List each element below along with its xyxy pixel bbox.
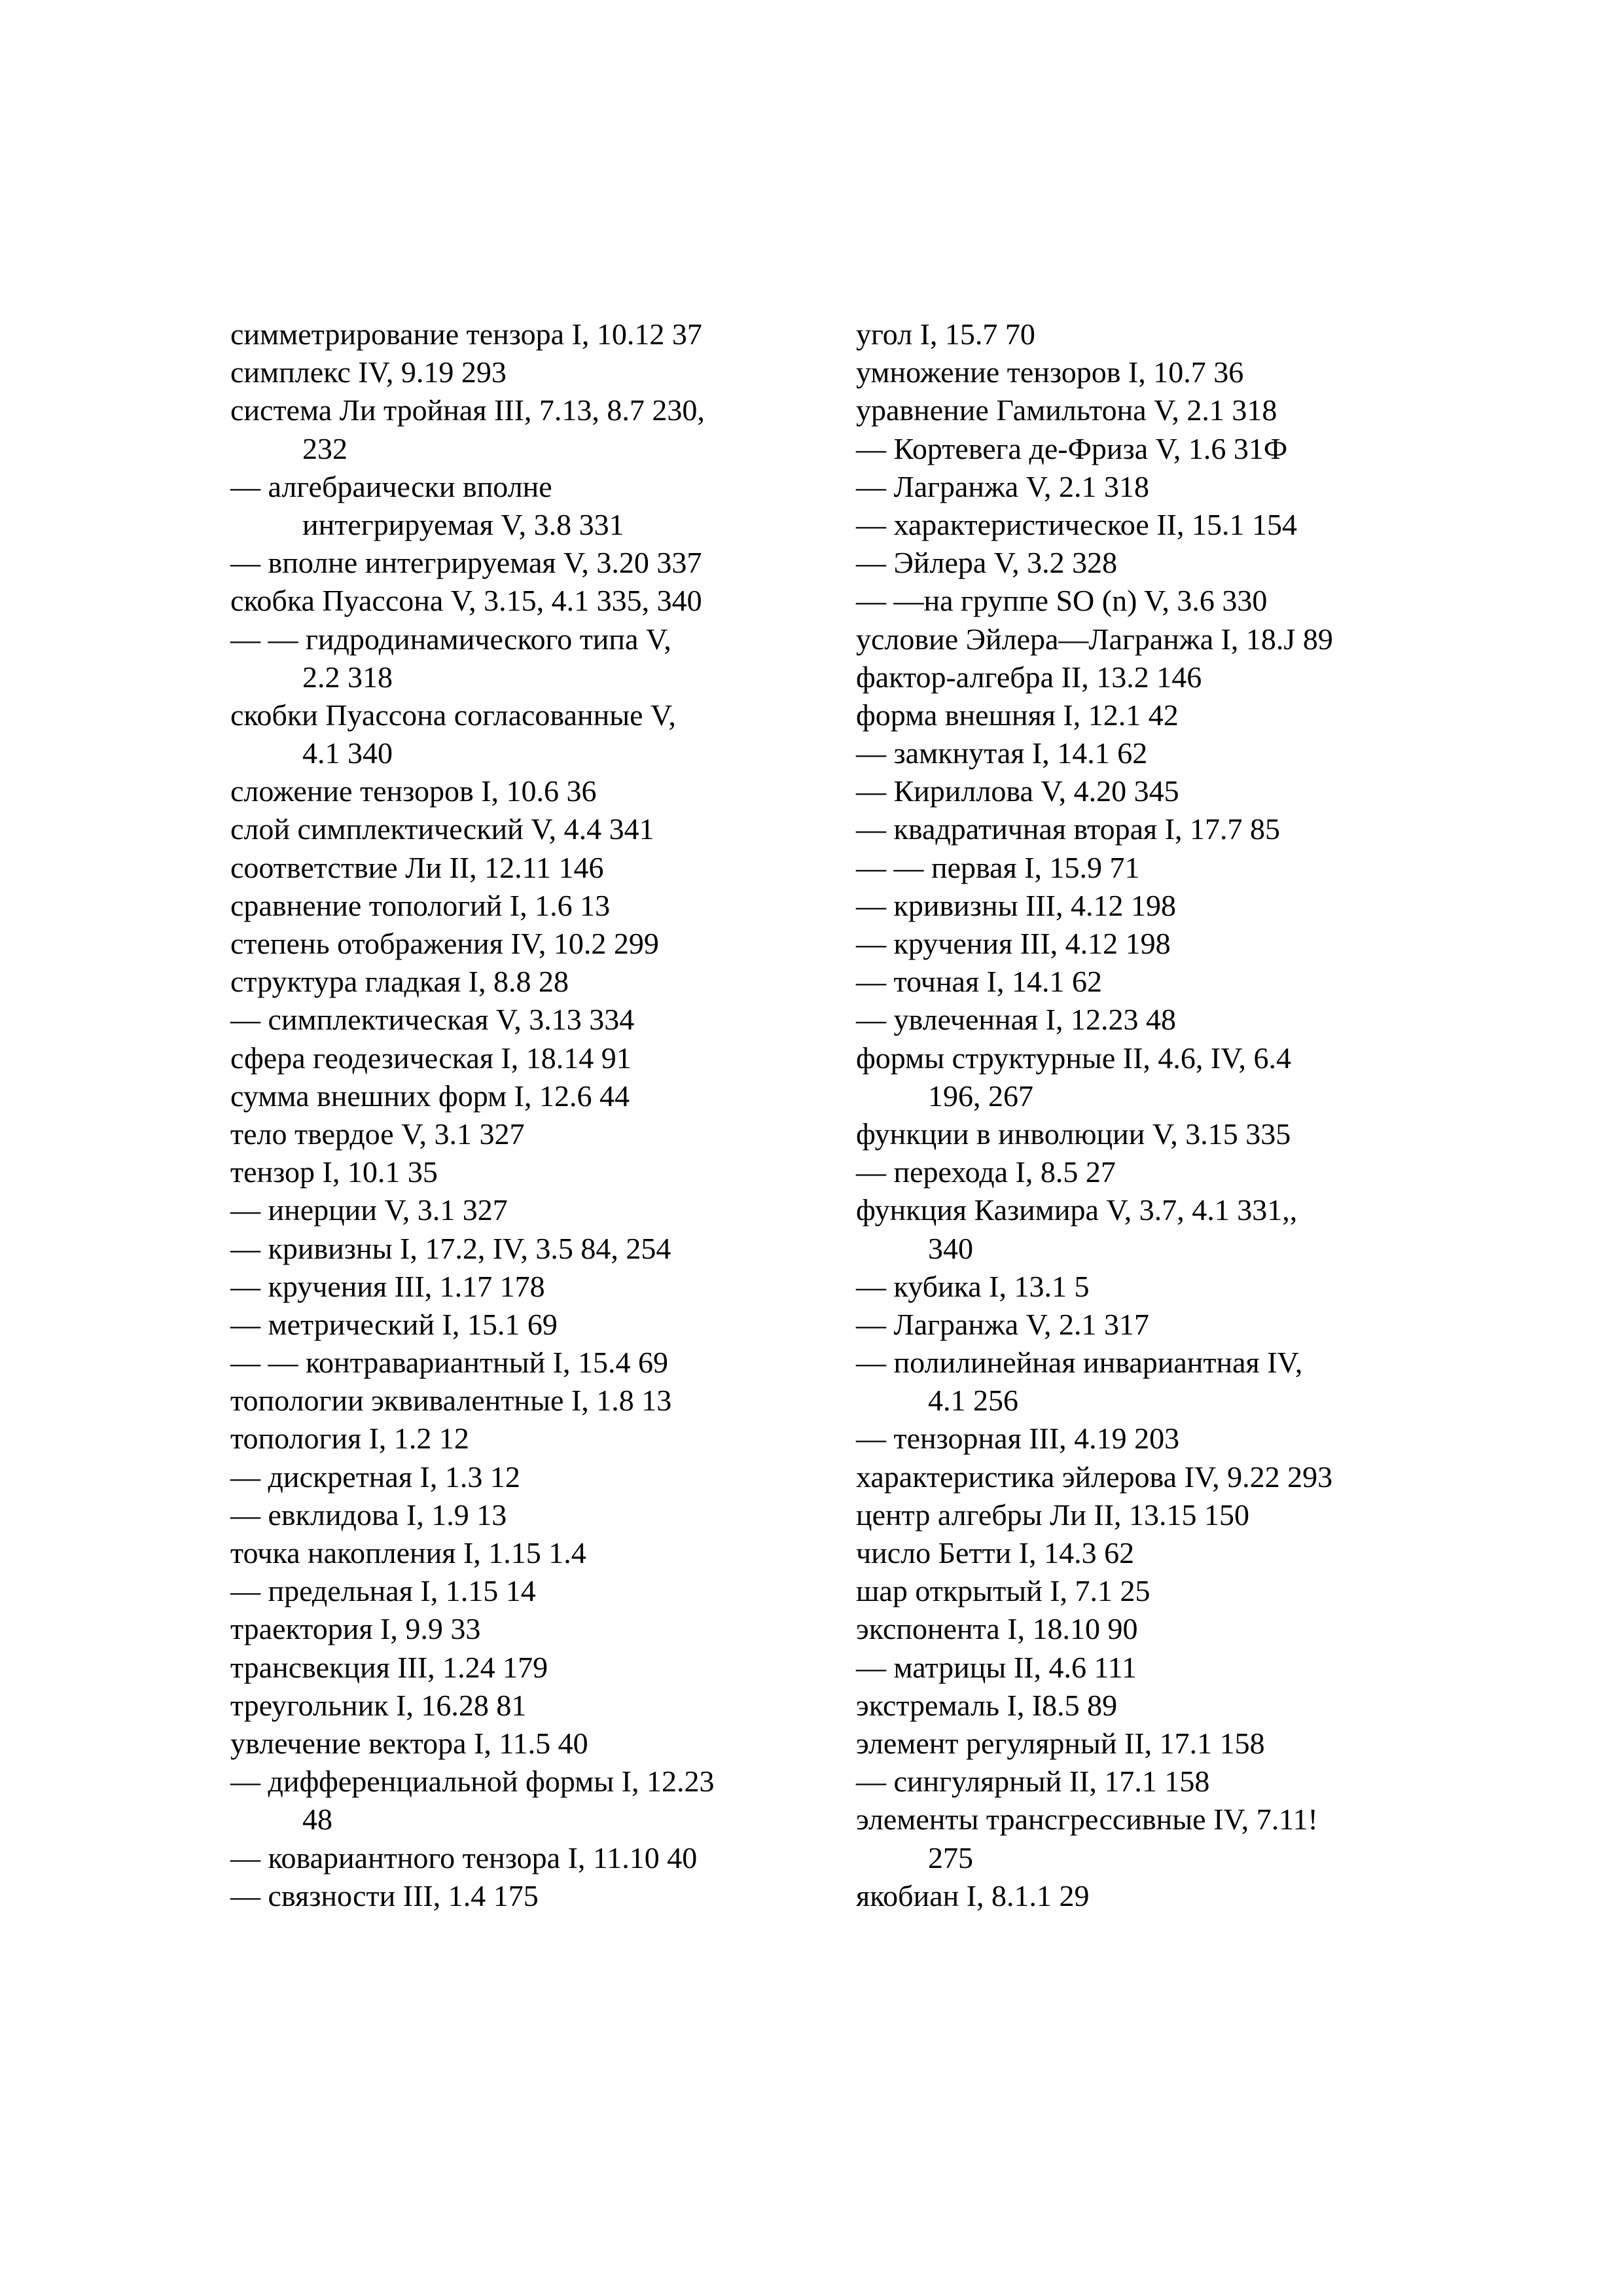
- index-entry: симметрирование тензора I, 10.12 37: [230, 317, 702, 351]
- index-entry: экспонента I, 18.10 90: [856, 1612, 1138, 1646]
- index-entry: скобки Пуассона согласованные V,: [230, 698, 676, 732]
- index-entry: — алгебраически вполне: [230, 469, 552, 503]
- index-entry: — кручения III, 4.12 198: [856, 927, 1171, 960]
- index-entry: — перехода I, 8.5 27: [856, 1155, 1116, 1189]
- index-entry: — — контравариантный I, 15.4 69: [230, 1346, 668, 1380]
- index-entry: — увлеченная I, 12.23 48: [856, 1003, 1177, 1037]
- index-entry: умножение тензоров I, 10.7 36: [856, 355, 1244, 389]
- index-entry: число Бетти I, 14.3 62: [856, 1536, 1135, 1570]
- index-entry: — Кортевега де-Фриза V, 1.6 31Ф: [856, 431, 1288, 465]
- index-entry: — вполне интегрируемая V, 3.20 337: [230, 546, 702, 580]
- index-entry-continuation: 4.1 340: [302, 736, 393, 770]
- index-entry: — сингулярный II, 17.1 158: [856, 1765, 1210, 1799]
- index-entry: — характеристическое II, 15.1 154: [856, 507, 1297, 541]
- index-entry: — инерции V, 3.1 327: [230, 1193, 508, 1227]
- index-entry: шар открытый I, 7.1 25: [856, 1574, 1150, 1608]
- index-entry: функции в инволюции V, 3.15 335: [856, 1117, 1291, 1151]
- index-entry: — симплектическая V, 3.13 334: [230, 1003, 635, 1037]
- index-entry: — квадратичная вторая I, 17.7 85: [856, 812, 1281, 846]
- index-entry-continuation: 4.1 256: [928, 1384, 1018, 1418]
- index-entry: — — первая I, 15.9 71: [856, 850, 1140, 884]
- index-entry: элемент регулярный II, 17.1 158: [856, 1726, 1265, 1760]
- index-entry: — предельная I, 1.15 14: [230, 1574, 536, 1608]
- index-entry-continuation: 340: [928, 1231, 973, 1265]
- index-entry: слой симплектический V, 4.4 341: [230, 812, 654, 846]
- index-entry: скобка Пуассона V, 3.15, 4.1 335, 340: [230, 584, 702, 618]
- index-entry: — кручения III, 1.17 178: [230, 1269, 545, 1303]
- index-entry: сфера геодезическая I, 18.14 91: [230, 1041, 632, 1075]
- index-entry-continuation: интегрируемая V, 3.8 331: [302, 507, 624, 541]
- index-entry: топология I, 1.2 12: [230, 1422, 469, 1456]
- index-entry: функция Казимира V, 3.7, 4.1 331,,: [856, 1193, 1298, 1227]
- index-entry: степень отображения IV, 10.2 299: [230, 927, 659, 960]
- index-entry: — —на группе SO (n) V, 3.6 330: [856, 584, 1268, 618]
- index-entry: якобиан I, 8.1.1 29: [856, 1878, 1090, 1912]
- index-entry: симплекс IV, 9.19 293: [230, 355, 507, 389]
- index-entry: сложение тензоров I, 10.6 36: [230, 774, 597, 808]
- index-entry: — Кириллова V, 4.20 345: [856, 774, 1179, 808]
- index-entry: система Ли тройная III, 7.13, 8.7 230,: [230, 393, 705, 427]
- index-entry: — кубика I, 13.1 5: [856, 1269, 1090, 1303]
- index-entry: — связности III, 1.4 175: [230, 1878, 539, 1912]
- index-entry: форма внешняя I, 12.1 42: [856, 698, 1179, 732]
- index-entry: экстремаль I, I8.5 89: [856, 1688, 1118, 1722]
- index-entry: — метрический I, 15.1 69: [230, 1307, 558, 1341]
- index-entry-continuation: 48: [302, 1803, 332, 1837]
- index-entry: уравнение Гамильтона V, 2.1 318: [856, 393, 1277, 427]
- index-entry: сравнение топологий I, 1.6 13: [230, 888, 611, 922]
- index-entry: — Лагранжа V, 2.1 318: [856, 469, 1150, 503]
- index-entry: центр алгебры Ли II, 13.15 150: [856, 1498, 1250, 1532]
- index-entry: — кривизны I, 17.2, IV, 3.5 84, 254: [230, 1231, 671, 1265]
- index-entry: — дифференциальной формы I, 12.23: [230, 1765, 715, 1799]
- index-entry: — дискретная I, 1.3 12: [230, 1460, 520, 1494]
- index-entry: — евклидова I, 1.9 13: [230, 1498, 507, 1532]
- index-entry: фактор-алгебра II, 13.2 146: [856, 660, 1202, 694]
- index-entry: тензор I, 10.1 35: [230, 1155, 438, 1189]
- index-entry: элементы трансгрессивные IV, 7.11!: [856, 1803, 1318, 1837]
- index-entry: структура гладкая I, 8.8 28: [230, 965, 569, 999]
- index-entry: — замкнутая I, 14.1 62: [856, 736, 1148, 770]
- index-entry: угол I, 15.7 70: [856, 317, 1035, 351]
- index-entry: — Эйлера V, 3.2 328: [856, 546, 1118, 580]
- index-entry: — кривизны III, 4.12 198: [856, 888, 1176, 922]
- index-column-right: [856, 315, 1445, 1915]
- index-entry: траектория I, 9.9 33: [230, 1612, 481, 1646]
- index-entry-continuation: 232: [302, 431, 348, 465]
- index-entry: — полилинейная инвариантная IV,: [856, 1346, 1303, 1380]
- index-entry: — точная I, 14.1 62: [856, 965, 1102, 999]
- index-entry: тело твердое V, 3.1 327: [230, 1117, 525, 1151]
- index-entry: увлечение вектора I, 11.5 40: [230, 1726, 588, 1760]
- index-entry: точка накопления I, 1.15 1.4: [230, 1536, 586, 1570]
- index-entry-continuation: 196, 267: [928, 1079, 1033, 1113]
- index-entry: соответствие Ли II, 12.11 146: [230, 850, 604, 884]
- index-entry: — Лагранжа V, 2.1 317: [856, 1307, 1150, 1341]
- index-entry: условие Эйлера—Лагранжа I, 18.J 89: [856, 622, 1333, 656]
- index-entry: формы структурные II, 4.6, IV, 6.4: [856, 1041, 1292, 1075]
- index-entry: характеристика эйлерова IV, 9.22 293: [856, 1460, 1333, 1494]
- index-entry: — матрицы II, 4.6 111: [856, 1650, 1137, 1684]
- index-entry: треугольник I, 16.28 81: [230, 1688, 527, 1722]
- index-entry: сумма внешних форм I, 12.6 44: [230, 1079, 630, 1113]
- index-entry: — ковариантного тензора I, 11.10 40: [230, 1840, 698, 1874]
- index-entry: — — гидродинамического типа V,: [230, 622, 671, 656]
- index-entry-continuation: 275: [928, 1840, 973, 1874]
- index-entry-continuation: 2.2 318: [302, 660, 393, 694]
- index-entry: трансвекция III, 1.24 179: [230, 1650, 548, 1684]
- index-entry: — тензорная III, 4.19 203: [856, 1422, 1180, 1456]
- index-column-left: [230, 315, 819, 1915]
- index-entry: топологии эквивалентные I, 1.8 13: [230, 1384, 672, 1418]
